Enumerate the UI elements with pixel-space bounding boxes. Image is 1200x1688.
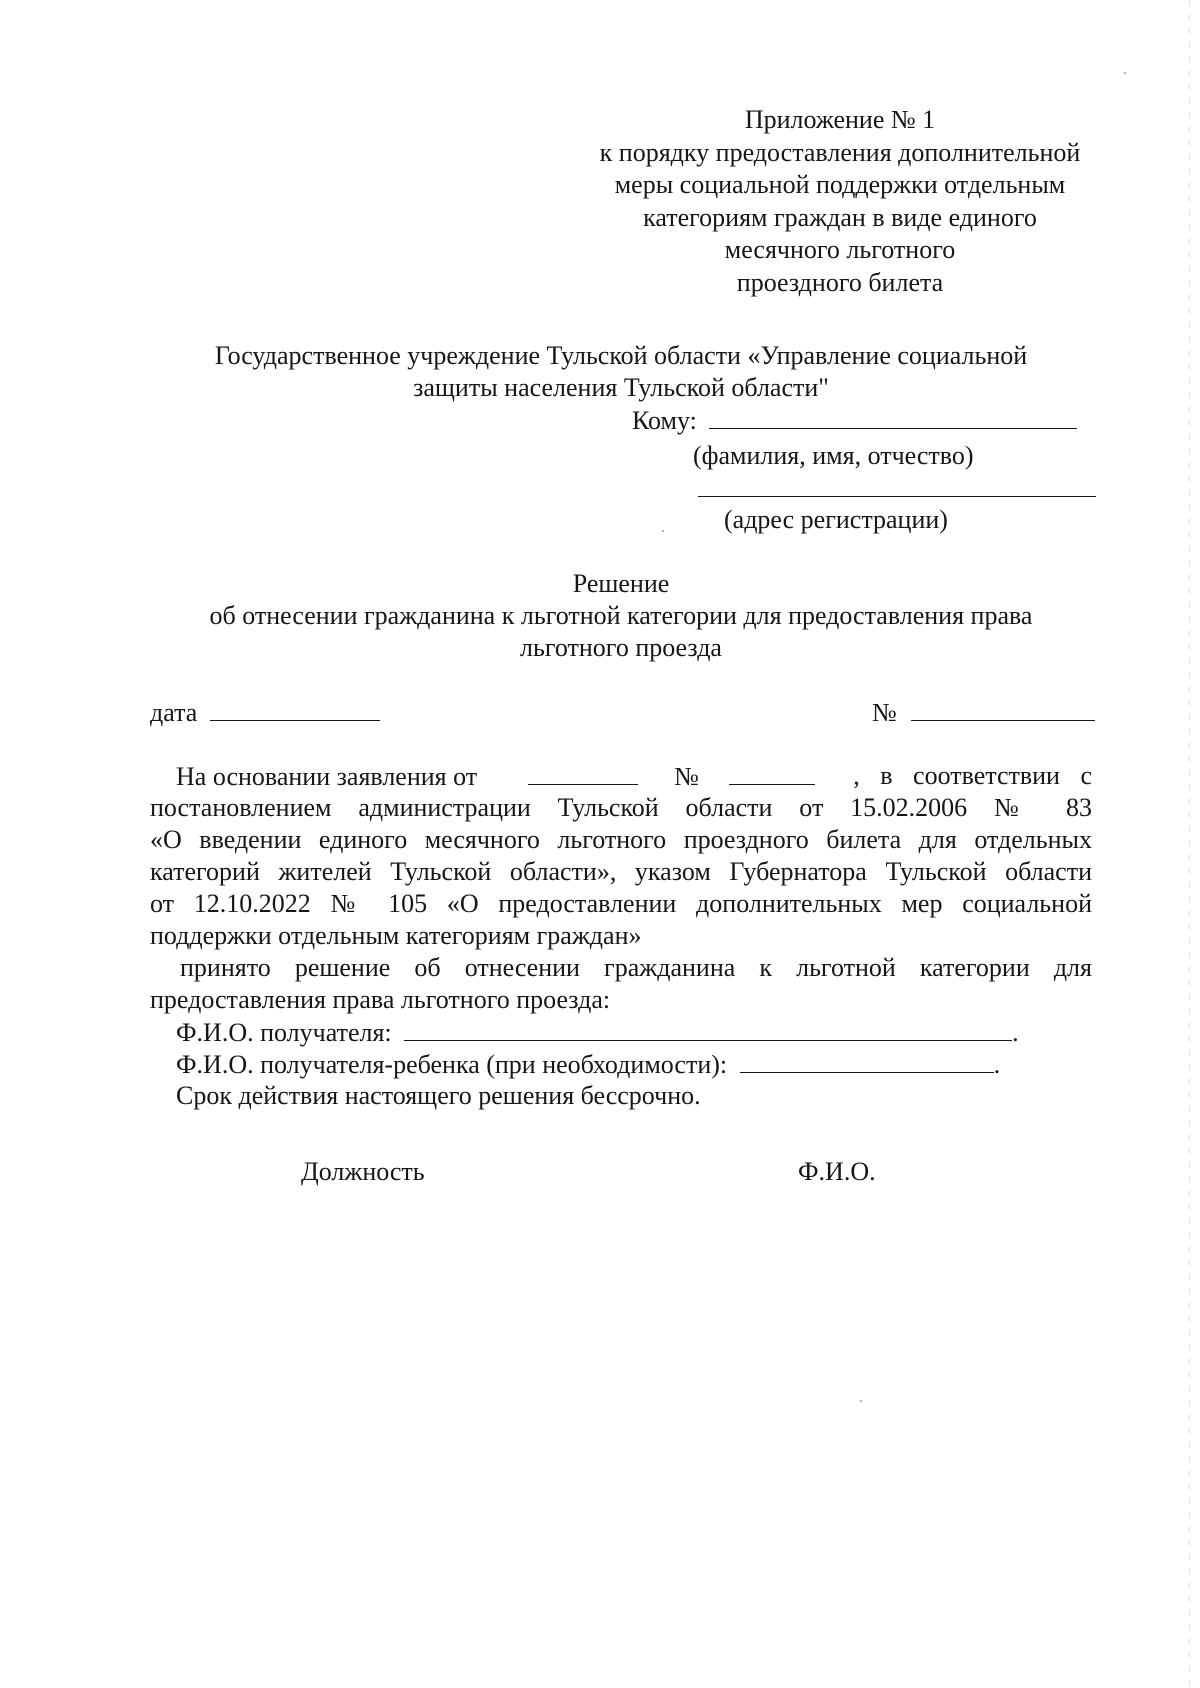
body-line: поддержки отдельным категориям граждан»: [150, 921, 642, 950]
appendix-line: проездного билета: [736, 267, 944, 297]
scan-speck: [662, 530, 664, 532]
date-field[interactable]: [210, 696, 380, 721]
application-no-label: №: [674, 762, 699, 791]
body-line-1: [176, 760, 1092, 793]
number-label: №: [872, 698, 897, 727]
signature-fio: Ф.И.О.: [798, 1157, 876, 1186]
body-line: постановлением администрации Тульской области от 15.02.2006 № 83: [150, 793, 1092, 822]
body-line: от 12.10.2022 № 105 «О предоставлении дополнительных мер социальной: [150, 889, 1092, 918]
body-line: категорий жителей Тульской области», указом Губернатора Тульской области: [150, 857, 1092, 886]
scan-speck: [860, 1400, 862, 1402]
recipient-fio-row: [176, 1016, 1019, 1049]
period-mark: .: [993, 1050, 1001, 1079]
fio-caption: (фамилия, имя, отчество): [693, 441, 974, 470]
institution-line: защиты населения Тульской области": [413, 373, 829, 402]
appendix-title: Приложение № 1: [744, 105, 936, 134]
period-mark: .: [1012, 1018, 1019, 1047]
decision-block: [150, 568, 1092, 664]
to-label: Кому:: [632, 406, 697, 435]
application-date-field[interactable]: [528, 760, 638, 785]
application-basis-text: На основании заявления от: [176, 762, 478, 791]
child-fio-row: [176, 1048, 1000, 1081]
recipient-fio-label: Ф.И.О. получателя:: [176, 1018, 392, 1047]
appendix-block: [560, 104, 1120, 299]
decision-subtitle: льготного проезда: [520, 633, 722, 662]
date-row: [150, 696, 380, 729]
scan-edge-artifact: [1189, 0, 1190, 1688]
appendix-line: месячного льготного: [724, 235, 956, 264]
appendix-line: меры социальной поддержки отдельным: [614, 170, 1066, 199]
child-fio-label: Ф.И.О. получателя-ребенка (при необходимости):: [176, 1050, 728, 1079]
body-line: предоставления права льготного проезда:: [150, 985, 611, 1014]
decision-heading: Решение: [572, 569, 670, 598]
institution-name: [150, 340, 1092, 404]
date-label: дата: [150, 698, 198, 727]
decision-number-field[interactable]: [911, 696, 1095, 721]
signature-position: Должность: [301, 1157, 425, 1186]
recipient-fio-field[interactable]: [709, 404, 1077, 429]
recipient-address-field[interactable]: [698, 470, 1096, 497]
recipient-name-field[interactable]: [404, 1016, 1012, 1041]
institution-line: Государственное учреждение Тульской области «Управление социальной: [214, 341, 1028, 370]
scan-speck: [1124, 72, 1126, 74]
body-line: «О введении единого месячного льготного проездного билета для отдельных: [150, 825, 1092, 854]
validity-period: Срок действия настоящего решения бессрочно.: [176, 1081, 701, 1110]
number-row: [872, 696, 1095, 729]
appendix-line: категориям граждан в виде единого: [643, 202, 1037, 232]
address-caption: (адрес регистрации): [724, 505, 948, 534]
decision-subtitle: об отнесении гражданина к льготной категории для предоставления права: [209, 601, 1033, 630]
body-line: принято решение об отнесении гражданина к льготной категории для: [180, 953, 1092, 982]
child-name-field[interactable]: [740, 1048, 994, 1073]
recipient-to-row: [632, 404, 1077, 437]
application-number-field[interactable]: [729, 760, 815, 785]
appendix-line: к порядку предоставления дополнительной: [599, 137, 1081, 167]
compliance-text: , в соответствии с: [853, 761, 1092, 790]
